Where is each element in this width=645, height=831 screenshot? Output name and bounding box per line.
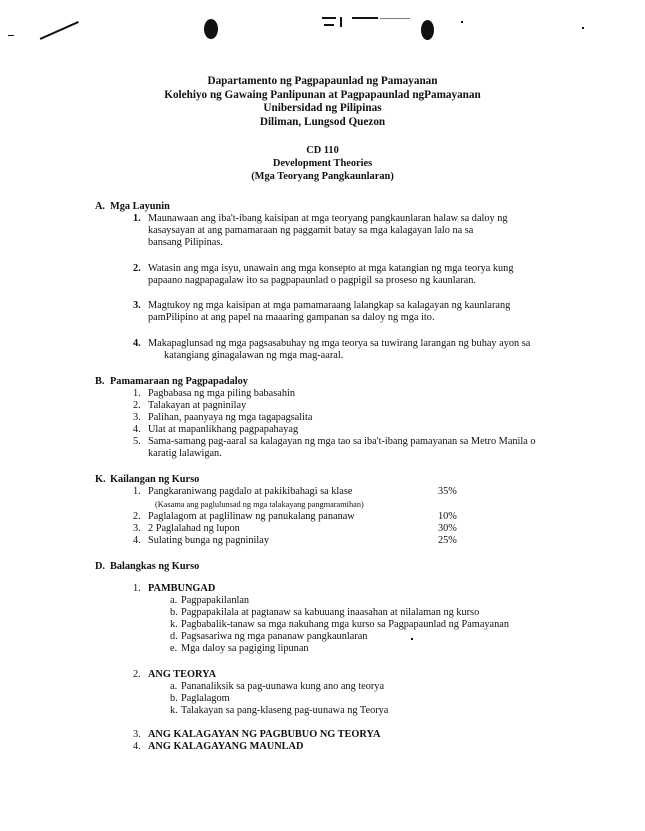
requirement-4-number: 4. xyxy=(133,535,141,546)
stamp-smudge-2 xyxy=(324,24,334,26)
section-k-heading: Kailangan ng Kurso xyxy=(110,474,200,485)
course-title: Development Theories xyxy=(272,158,373,169)
objective-1-number: 1. xyxy=(133,213,141,224)
speck-2 xyxy=(461,21,463,23)
outline-part-1-number: 1. xyxy=(133,583,141,594)
outline-part-3-number: 3. xyxy=(133,729,141,740)
method-5-line-1: Sama-samang pag-aaral sa kalagayan ng mga tao sa iba't-ibang pamayanan sa Metro Manila o xyxy=(148,436,536,447)
requirement-1-percent: 35% xyxy=(438,486,457,497)
outline-1a-letter: a. xyxy=(170,595,178,606)
requirement-4-label: Sulating bunga ng pagninilay xyxy=(148,535,269,546)
method-4-number: 4. xyxy=(133,424,141,435)
speck-1 xyxy=(8,35,14,36)
outline-part-4-number: 4. xyxy=(133,741,141,752)
objective-2-line-2: papaano nagpapagalaw ito sa pagpapaunlad o pagpigil sa proseso ng kaunlaran. xyxy=(148,275,476,286)
method-4-text: Ulat at mapanlikhang pagpapahayag xyxy=(148,424,299,435)
method-1-number: 1. xyxy=(133,388,141,399)
stamp-smudge-3 xyxy=(340,17,342,27)
requirement-3-number: 3. xyxy=(133,523,141,534)
objective-3-line-2: pamPilipino at ang papel na maaaring gampanan sa daloy ng mga ito. xyxy=(148,312,435,323)
outline-2b-letter: b. xyxy=(170,693,178,704)
outline-1e-letter: e. xyxy=(170,643,178,654)
objective-4-line-2: katangiang ginagalawan ng mga mag-aaral. xyxy=(164,350,344,361)
college-name: Kolehiyo ng Gawaing Panlipunan at Pagpapaunlad ngPamayanan xyxy=(164,89,481,101)
outline-1b-letter: b. xyxy=(170,607,178,618)
section-d-letter: D. xyxy=(95,561,106,572)
outline-1k-letter: k. xyxy=(170,619,178,630)
objective-3-number: 3. xyxy=(133,300,141,311)
outline-part-4-title: ANG KALAGAYANG MAUNLAD xyxy=(148,741,304,752)
pen-stroke xyxy=(40,21,79,40)
objective-1-line-1: Maunawaan ang iba't-ibang kaisipan at mga teoryang pangkaunlaran halaw sa daloy ng xyxy=(148,213,508,224)
objective-3-line-1: Magtukoy ng mga kaisipan at mga pamamaraang lalangkap sa kalagayan ng kaunlarang xyxy=(148,300,511,311)
punch-hole-left xyxy=(204,19,218,39)
stamp-smudge-4 xyxy=(352,17,378,19)
outline-part-2-number: 2. xyxy=(133,669,141,680)
outline-1e-text: Mga daloy sa pagiging lipunan xyxy=(181,643,309,654)
outline-part-1-title: PAMBUNGAD xyxy=(148,583,216,594)
method-3-number: 3. xyxy=(133,412,141,423)
section-d-heading: Balangkas ng Kurso xyxy=(110,561,200,572)
university-address: Diliman, Lungsod Quezon xyxy=(259,116,386,128)
section-b-letter: B. xyxy=(95,376,105,387)
course-code: CD 110 xyxy=(306,145,339,156)
requirement-2-percent: 10% xyxy=(438,511,457,522)
outline-1d-text: Pagsasariwa ng mga pananaw pangkaunlaran xyxy=(181,631,368,642)
outline-1d-letter: d. xyxy=(170,631,178,642)
requirement-3-label: 2 Paglalahad ng lupon xyxy=(148,523,240,534)
stamp-smudge-1 xyxy=(322,17,336,19)
requirement-2-label: Paglalagom at paglilinaw ng panukalang pananaw xyxy=(148,511,355,522)
outline-2a-text: Pananaliksik sa pag-uunawa kung ano ang teorya xyxy=(181,681,385,692)
outline-2k-letter: k. xyxy=(170,705,178,716)
objective-1-line-3: bansang Pilipinas. xyxy=(148,237,223,248)
outline-2k-text: Talakayan sa pang-klaseng pag-uunawa ng Teorya xyxy=(181,705,389,716)
outline-1k-text: Pagbabalik-tanaw sa mga nakuhang mga kurso sa Pagpapaunlad ng Pamayanan xyxy=(181,619,509,630)
objective-4-line-1: Makapaglunsad ng mga pagsasabuhay ng mga teorya sa tuwirang larangan ng buhay ayon sa xyxy=(148,338,531,349)
stamp-smudge-5 xyxy=(380,18,410,19)
section-b-heading: Pamamaraan ng Pagpapadaloy xyxy=(110,376,248,387)
outline-part-3-title: ANG KALAGAYAN NG PAGBUBUO NG TEORYA xyxy=(148,729,381,740)
method-1-text: Pagbabasa ng mga piling babasahin xyxy=(148,388,295,399)
university-name: Unibersidad ng Pilipinas xyxy=(263,102,382,114)
objective-1-line-2: kasaysayan at ang pamamaraan ng paggamit batay sa mga kalagayan lalo na sa xyxy=(148,225,474,236)
outline-2b-text: Paglalagom xyxy=(181,693,230,704)
outline-part-2-title: ANG TEORYA xyxy=(148,669,217,680)
objective-4-number: 4. xyxy=(133,338,141,349)
speck-3 xyxy=(582,27,584,29)
punch-hole-right xyxy=(421,20,434,40)
requirement-4-percent: 25% xyxy=(438,535,457,546)
outline-2a-letter: a. xyxy=(170,681,178,692)
method-2-number: 2. xyxy=(133,400,141,411)
course-subtitle: (Mga Teoryang Pangkaunlaran) xyxy=(251,171,394,182)
objective-2-number: 2. xyxy=(133,263,141,274)
section-a-letter: A. xyxy=(95,201,106,212)
method-2-text: Talakayan at pagninilay xyxy=(148,400,247,411)
requirement-1-note: (Kasama ang paglulunsad ng mga talakayang pangmaramihan) xyxy=(155,500,364,509)
outline-1a-text: Pagpapakilanlan xyxy=(181,595,250,606)
objective-2-line-1: Watasin ang mga isyu, unawain ang mga konsepto at mga katangian ng mga teorya kung xyxy=(148,263,514,274)
method-3-text: Palihan, paanyaya ng mga tagapagsalita xyxy=(148,412,313,423)
outline-1b-text: Pagpapakilala at pagtanaw sa kabuuang inaasahan at nilalaman ng kurso xyxy=(181,607,480,618)
requirement-1-label: Pangkaraniwang pagdalo at pakikibahagi sa klase xyxy=(148,486,353,497)
requirement-2-number: 2. xyxy=(133,511,141,522)
requirement-3-percent: 30% xyxy=(438,523,457,534)
department-name: Dapartamento ng Pagpapaunlad ng Pamayanan xyxy=(207,75,438,87)
section-k-letter: K. xyxy=(95,474,106,485)
method-5-line-2: karatig lalawigan. xyxy=(148,448,222,459)
requirement-1-number: 1. xyxy=(133,486,141,497)
speck-4 xyxy=(411,638,413,640)
method-5-number: 5. xyxy=(133,436,141,447)
section-a-heading: Mga Layunin xyxy=(110,201,170,212)
